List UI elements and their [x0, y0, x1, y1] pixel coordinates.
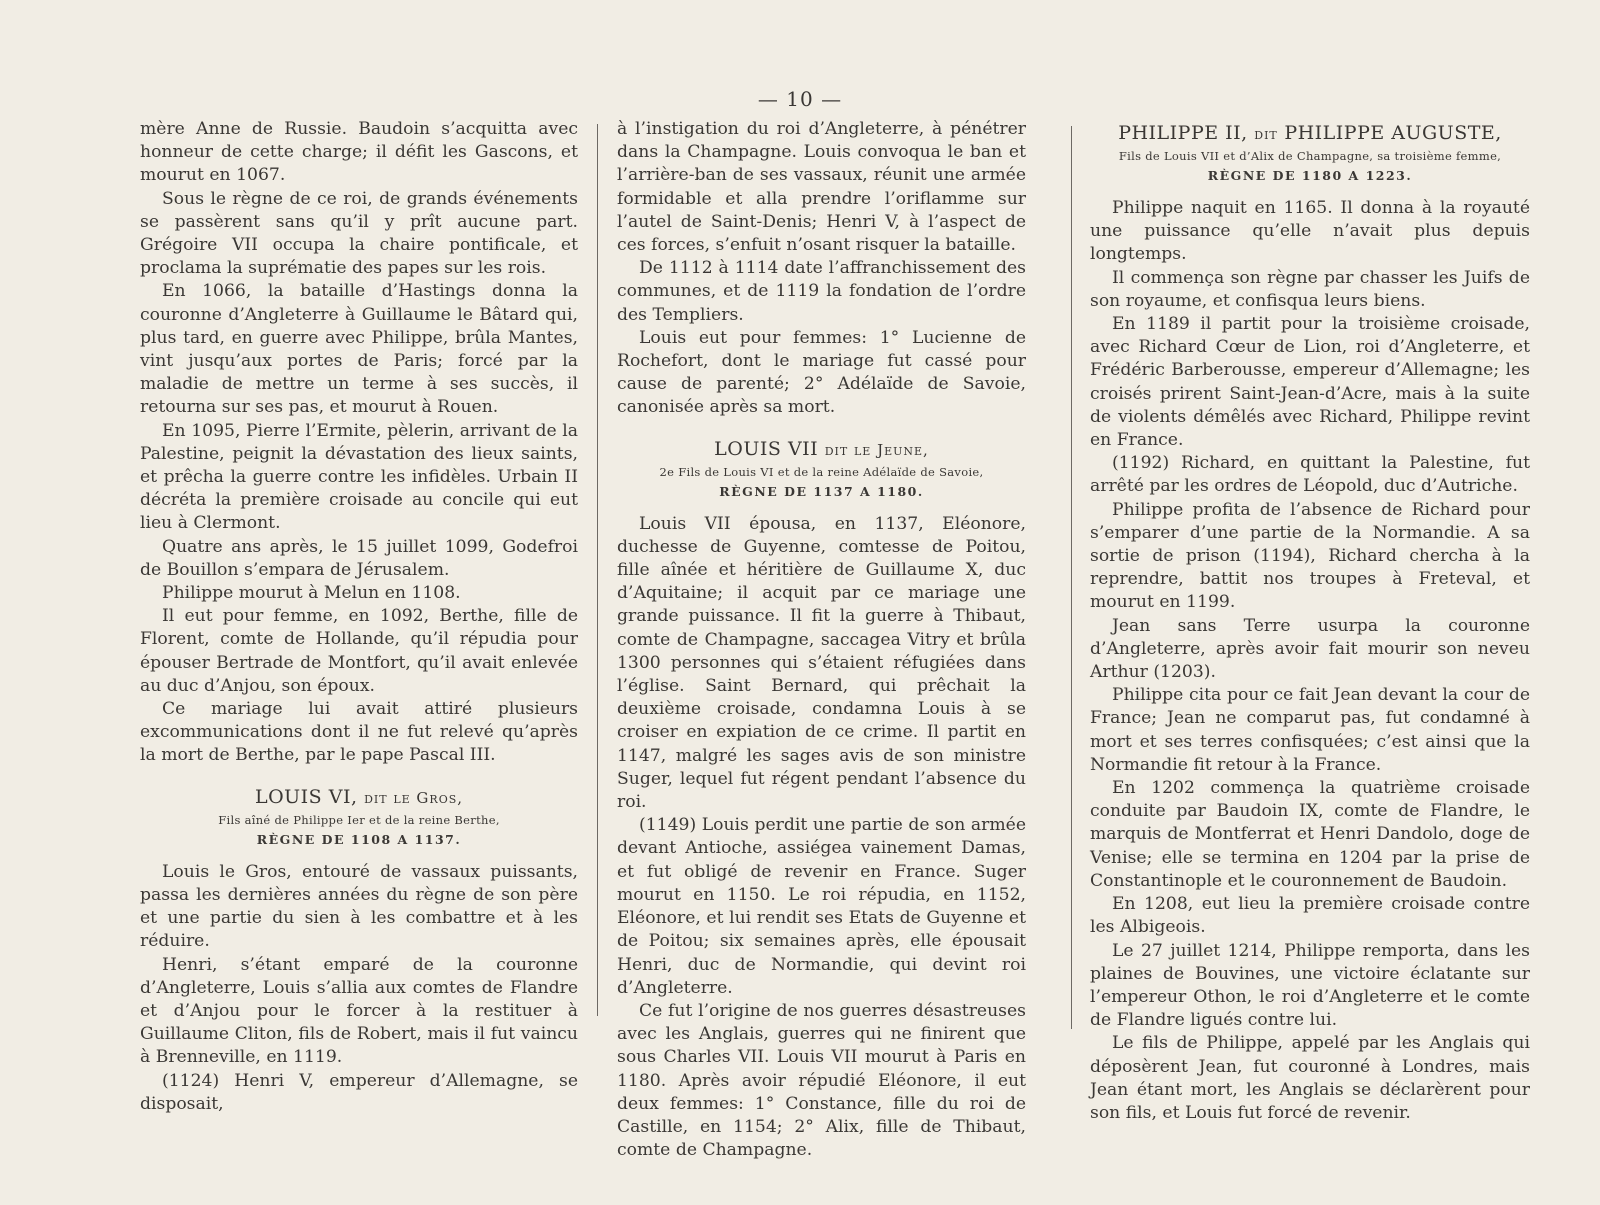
paragraph: mère Anne de Russie. Baudoin s’acquitta avec honneur de cette charge; il défit les Gascons, et mourut en 1067. — [140, 119, 578, 186]
paragraph: Ce fut l’origine de nos guerres désastreuses avec les Anglais, guerres qui ne finirent que sous Charles VII. Louis VII mourut à Paris en 1180. Après avoir répudié Eléonore, il eut deux femmes: 1° Constance, fille du roi de Castille, en 1154; 2° Alix, fille de Thibaut, comte de Champagne. — [617, 1000, 1026, 1161]
section-title — [1090, 120, 1530, 147]
section-title-main: LOUIS VII — [714, 437, 819, 460]
paragraph: Philippe cita pour ce fait Jean devant la cour de France; Jean ne comparut pas, fut condamné à mort et ses terres confisquées; c’est ainsi que la Normandie fit retour à la France. — [1090, 685, 1530, 775]
column-left — [140, 118, 578, 1116]
paragraph: Louis VII épousa, en 1137, Eléonore, duchesse de Guyenne, comtesse de Poitou, fille aînée et héritière de Guillaume X, duc d’Aquitaine; il acquit par ce mariage une grande puissance. Il fit la guerre à Thibaut, comte de Champagne, saccagea Vitry et brûla 1300 personnes qui s’étaient réfugiées dans l’église. Saint Bernard, qui prêchait la deuxième croisade, condamna Louis à se croiser en expiation de ce crime. Il partit en 1147, malgré les sages avis de son ministre Suger, lequel fut régent pendant l’absence du roi. — [617, 513, 1026, 813]
paragraph: Quatre ans après, le 15 juillet 1099, Godefroi de Bouillon s’empara de Jérusalem. — [140, 536, 578, 580]
section-title — [140, 784, 578, 811]
section-title — [617, 436, 1026, 463]
section-title-main: LOUIS VI, — [254, 785, 358, 808]
section-title-surname: PHILIPPE AUGUSTE, — [1284, 122, 1502, 144]
paragraph: (1124) Henri V, empereur d’Allemagne, se disposait, — [140, 1070, 578, 1114]
paragraph: En 1095, Pierre l’Ermite, pèlerin, arrivant de la Palestine, peignit la dévastation des lieux saints, et prêcha la guerre contre les infidèles. Urbain II décréta la première croisade au concile qui eut lieu à Clermont. — [140, 420, 578, 534]
paragraph: Il commença son règne par chasser les Juifs de son royaume, et confisqua leurs biens. — [1090, 267, 1530, 311]
section-subtitle: Fils de Louis VII et d’Alix de Champagne, sa troisième femme, — [1118, 149, 1502, 163]
paragraph: Sous le règne de ce roi, de grands événements se passèrent sans qu’il y prît aucune part. Grégoire VII occupa la chaire pontificale, et proclama la suprématie des papes sur les rois. — [140, 188, 578, 279]
section-heading-philippe-ii — [1090, 120, 1530, 187]
paragraph: En 1202 commença la quatrième croisade conduite par Baudoin IX, comte de Flandre, le marquis de Montferrat et Henri Dandolo, doge de Venise; elle se termina en 1204 par la prise de Constantinople et le couronnement de Baudoin. — [1090, 778, 1530, 891]
paragraph: (1192) Richard, en quittant la Palestine, fut arrêté par les ordres de Léopold, duc d’Autriche. — [1090, 453, 1530, 497]
paragraph: à l’instigation du roi d’Angleterre, à pénétrer dans la Champagne. Louis convoqua le ban et l’arrière-ban de ses vassaux, réunit une armée formidable et alla prendre l’oriflamme sur l’autel de Saint-Denis; Henri V, à l’aspect de ces forces, s’enfuit n’osant risquer la bataille. — [617, 119, 1026, 256]
paragraph: Louis le Gros, entouré de vassaux puissants, passa les dernières années du règne de son père et une partie du sien à les combattre et à les réduire. — [140, 861, 578, 952]
paragraph: Philippe mourut à Melun en 1108. — [162, 583, 461, 604]
paragraph: Jean sans Terre usurpa la couronne d’Angleterre, après avoir fait mourir son neveu Arthur (1203). — [1090, 615, 1530, 683]
section-heading-louis-vi — [140, 784, 578, 851]
paragraph: Le 27 juillet 1214, Philippe remporta, dans les plaines de Bouvines, une victoire éclatante sur l’empereur Othon, le roi d’Angleterre et le comte de Flandre ligués contre lui. — [1090, 940, 1530, 1031]
section-subtitle: 2e Fils de Louis VI et de la reine Adélaïde de Savoie, — [659, 464, 984, 479]
section-subtitle: Fils aîné de Philippe Ier et de la reine Berthe, — [218, 812, 500, 827]
paragraph: En 1189 il partit pour la troisième croisade, avec Richard Cœur de Lion, roi d’Angleterre, et Frédéric Barberousse, empereur d’Allemagne; les croisés prirent Saint-Jean-d’Acre, mais à la suite de violents démêlés avec Richard, Philippe revint en France. — [1090, 314, 1530, 451]
paragraph: Il eut pour femme, en 1092, Berthe, fille de Florent, comte de Hollande, qu’il répudia pour épouser Bertrade de Montfort, qu’il avait enlevée au duc d’Anjou, son époux. — [140, 606, 578, 696]
paragraph: En 1208, eut lieu la première croisade contre les Albigeois. — [1090, 894, 1530, 938]
paragraph: En 1066, la bataille d’Hastings donna la couronne d’Angleterre à Guillaume le Bâtard qui, plus tard, en guerre avec Philippe, brûla Mantes, vint jusqu’aux portes de Paris; forcé par la maladie de mettre un terme à ses succès, il retourna sur ses pas, et mourut à Rouen. — [140, 281, 578, 418]
paragraph: Henri, s’étant emparé de la couronne d’Angleterre, Louis s’allia aux comtes de Flandre et d’Anjou pour le forcer à la restituer à Guillaume Cliton, fils de Robert, mais il fut vaincu à Brenneville, en 1119. — [140, 954, 578, 1068]
section-reign: RÈGNE DE 1137 A 1180. — [719, 483, 924, 499]
section-reign: RÈGNE DE 1108 A 1137. — [256, 831, 462, 847]
paragraph: Philippe profita de l’absence de Richard pour s’emparer d’une partie de la Normandie. A sa sortie de prison (1194), Richard chercha à la reprendre, battit nos troupes à Freteval, et mourut en 1199. — [1090, 499, 1530, 613]
section-title-epithet: dit — [1254, 125, 1278, 143]
section-title-main: PHILIPPE II, — [1118, 122, 1248, 144]
section-title-epithet: dit le Gros, — [364, 788, 464, 807]
column-divider — [597, 124, 598, 1016]
page-number: — 10 — — [757, 87, 843, 111]
section-reign: RÈGNE DE 1180 A 1223. — [1207, 168, 1413, 183]
section-heading-louis-vii — [617, 436, 1026, 503]
section-title-epithet: dit le Jeune, — [824, 440, 929, 459]
paragraph: De 1112 à 1114 date l’affranchissement des communes, et de 1119 la fondation de l’ordre des Templiers. — [617, 258, 1026, 325]
column-middle — [617, 118, 1026, 1162]
paragraph: (1149) Louis perdit une partie de son armée devant Antioche, assiégea vainement Damas, et fut obligé de revenir en France. Suger mourut en 1150. Le roi répudia, en 1152, Eléonore, et lui rendit ses Etats de Guyenne et de Poitou; six semaines après, elle épousait Henri, duc de Normandie, qui devint roi d’Angleterre. — [617, 815, 1026, 998]
paragraph: Philippe naquit en 1165. Il donna à la royauté une puissance qu’elle n’avait plus depuis longtemps. — [1090, 198, 1530, 265]
column-right — [1090, 120, 1530, 1125]
paragraph: Louis eut pour femmes: 1° Lucienne de Rochefort, dont le mariage fut cassé pour cause de parenté; 2° Adélaïde de Savoie, canonisée après sa mort. — [617, 327, 1026, 418]
paragraph: Ce mariage lui avait attiré plusieurs excommunications dont il ne fut relevé qu’après la mort de Berthe, par le pape Pascal III. — [140, 699, 578, 766]
paragraph: Le fils de Philippe, appelé par les Anglais qui déposèrent Jean, fut couronné à Londres, mais Jean étant mort, les Anglais se déclarèrent pour son fils, et Louis fut forcé de revenir. — [1090, 1033, 1530, 1123]
column-divider — [1071, 126, 1072, 1029]
